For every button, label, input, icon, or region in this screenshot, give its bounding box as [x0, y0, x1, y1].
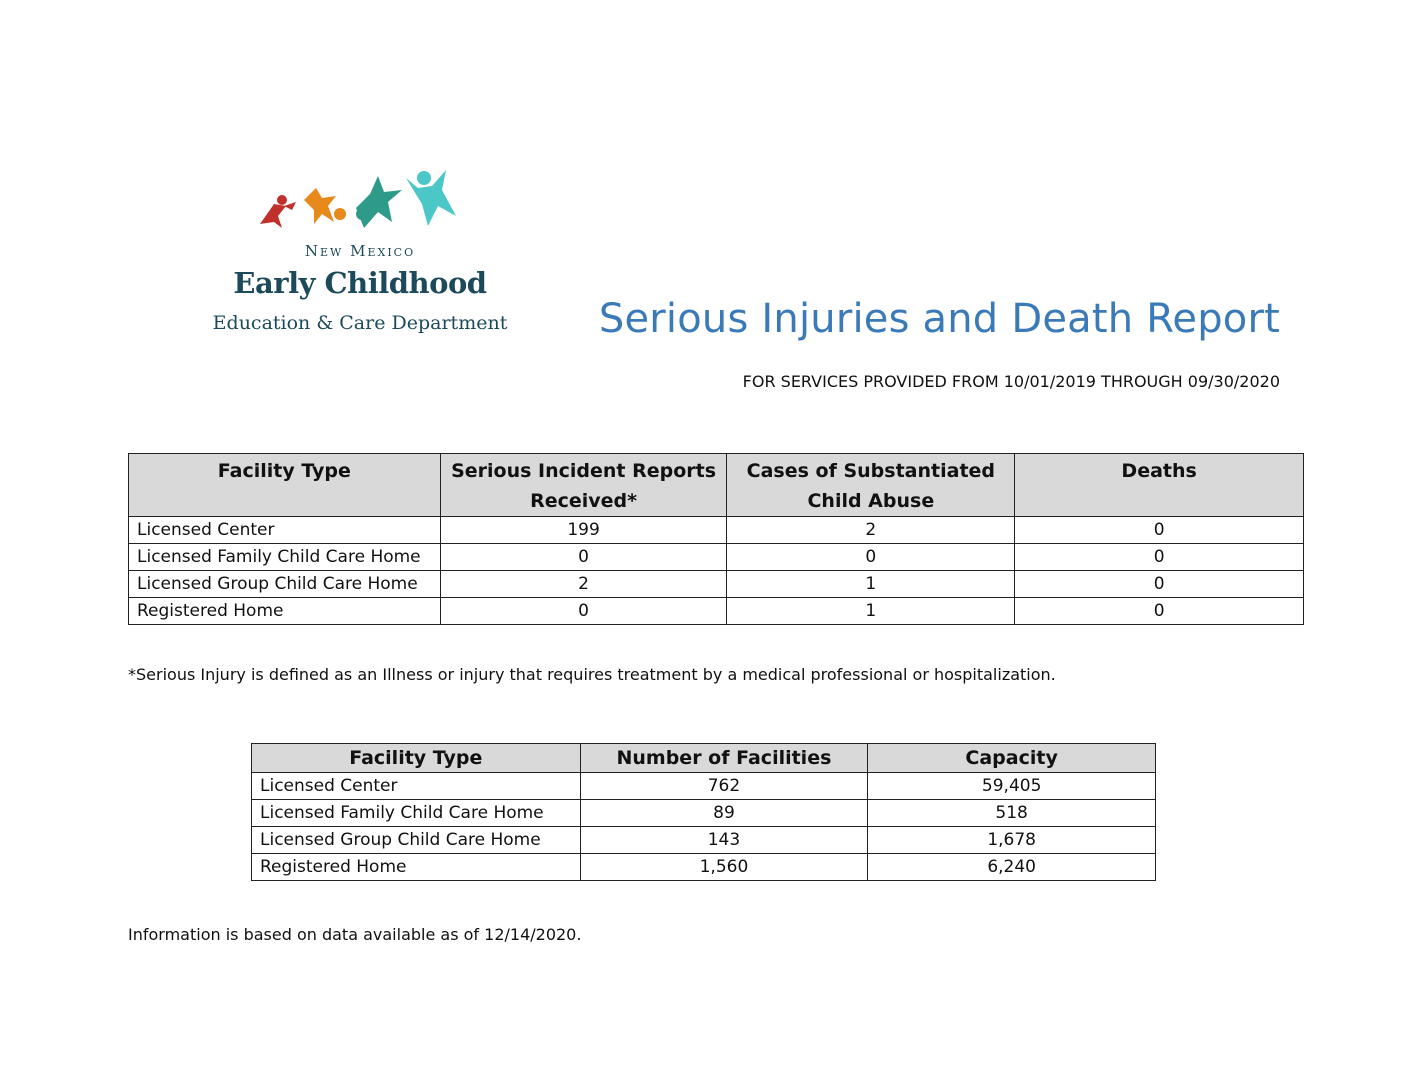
report-period: FOR SERVICES PROVIDED FROM 10/01/2019 THROUGH 09/30/2020 [742, 372, 1280, 391]
facility-type-cell: Registered Home [252, 854, 581, 881]
facility-type-cell: Licensed Center [129, 517, 441, 544]
report-title: Serious Injuries and Death Report [598, 296, 1280, 342]
deaths-cell: 0 [1015, 598, 1304, 625]
abuse-cases-cell: 2 [727, 517, 1015, 544]
capacity-cell: 6,240 [868, 854, 1156, 881]
facility-type-cell: Licensed Center [252, 773, 581, 800]
column-header: Serious Incident Reports Received* [440, 454, 727, 517]
facility-type-cell: Licensed Group Child Care Home [252, 827, 581, 854]
facility-count-cell: 762 [580, 773, 868, 800]
data-as-of-note: Information is based on data available as of 12/14/2020. [128, 925, 582, 944]
facility-type-cell: Licensed Group Child Care Home [129, 571, 441, 598]
facility-type-cell: Registered Home [129, 598, 441, 625]
facility-type-cell: Licensed Family Child Care Home [252, 800, 581, 827]
logo-department-name: Early Childhood [233, 266, 487, 300]
table-row [252, 827, 1156, 854]
table-row [129, 571, 1304, 598]
abuse-cases-cell: 1 [727, 598, 1015, 625]
column-header: Cases of Substantiated Child Abuse [727, 454, 1015, 517]
orange-figure-icon [304, 188, 346, 224]
column-header: Capacity [868, 744, 1156, 773]
incident-reports-cell: 0 [440, 544, 727, 571]
capacity-cell: 1,678 [868, 827, 1156, 854]
department-logo [190, 166, 530, 346]
light-teal-figure-icon [406, 170, 456, 226]
table-row [129, 517, 1304, 544]
serious-injury-footnote: *Serious Injury is defined as an Illness or injury that requires treatment by a medical professional or hospitalization. [128, 665, 1056, 684]
column-header: Deaths [1015, 454, 1304, 517]
children-figures-icon [256, 166, 466, 236]
abuse-cases-cell: 0 [727, 544, 1015, 571]
facility-type-cell: Licensed Family Child Care Home [129, 544, 441, 571]
deaths-cell: 0 [1015, 571, 1304, 598]
table-row [252, 800, 1156, 827]
facility-count-cell: 89 [580, 800, 868, 827]
column-header: Number of Facilities [580, 744, 868, 773]
logo-department-subtitle: Education & Care Department [212, 312, 508, 334]
deaths-cell: 0 [1015, 517, 1304, 544]
facility-count-cell: 1,560 [580, 854, 868, 881]
teal-figure-icon [356, 176, 402, 228]
table-header-row [252, 744, 1156, 773]
facility-count-cell: 143 [580, 827, 868, 854]
deaths-cell: 0 [1015, 544, 1304, 571]
column-header: Facility Type [252, 744, 581, 773]
logo-state-text: New Mexico [304, 242, 416, 260]
table-row [129, 598, 1304, 625]
column-header: Facility Type [129, 454, 441, 517]
table-row [252, 854, 1156, 881]
table-row [129, 544, 1304, 571]
table-header-row [129, 454, 1304, 517]
incident-reports-cell: 199 [440, 517, 727, 544]
table-row [252, 773, 1156, 800]
incident-reports-cell: 0 [440, 598, 727, 625]
abuse-cases-cell: 1 [727, 571, 1015, 598]
capacity-cell: 518 [868, 800, 1156, 827]
incident-reports-cell: 2 [440, 571, 727, 598]
capacity-cell: 59,405 [868, 773, 1156, 800]
red-figure-icon [260, 195, 296, 228]
facilities-capacity-table [251, 743, 1156, 881]
incidents-table [128, 453, 1304, 625]
